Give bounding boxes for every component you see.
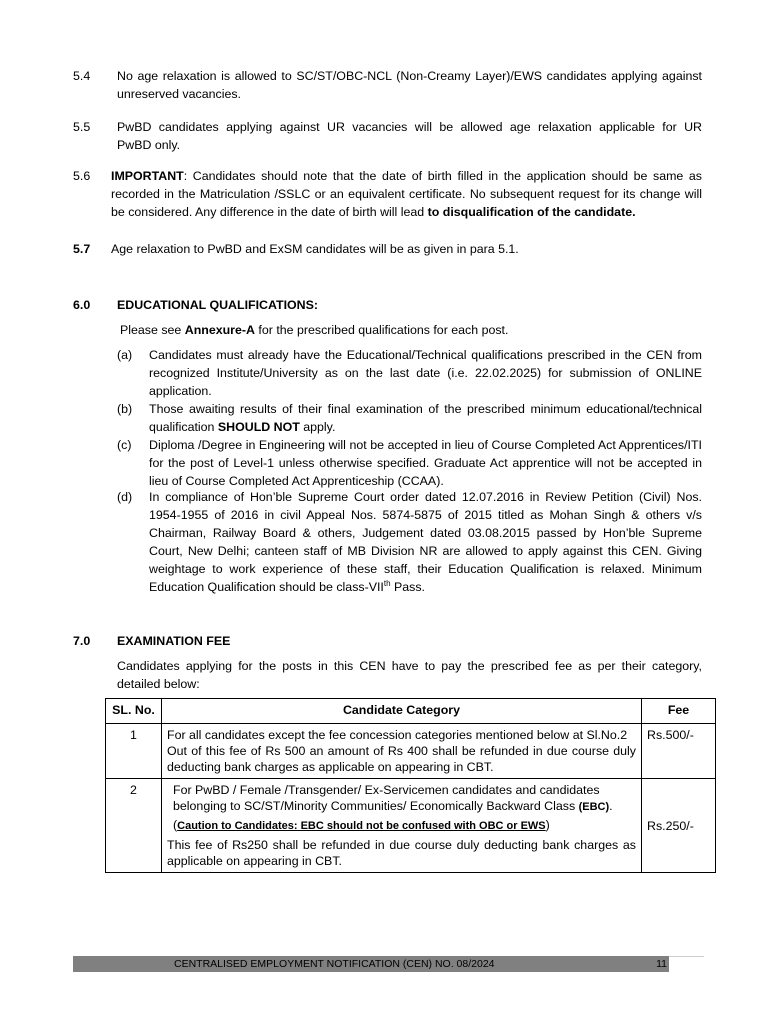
section-5-4-number: 5.4 xyxy=(73,69,91,83)
section-5-6-bold-end: to disqualification of the candidate. xyxy=(427,205,636,219)
section-6-number: 6.0 xyxy=(73,298,91,312)
section-7-heading: EXAMINATION FEE xyxy=(117,634,231,648)
section-5-4-line1: No age relaxation is allowed to SC/ST/OBC-NCL (Non-Creamy Layer)/EWS candidates applying against xyxy=(117,69,702,83)
superscript-th: th xyxy=(383,578,391,588)
table-row xyxy=(106,724,716,779)
row1-sl: 1 xyxy=(106,724,162,779)
page-footer xyxy=(73,956,669,972)
row2-caution xyxy=(167,817,636,834)
row2-line1-pre: For PwBD / Female /Transgender/ Ex-Servicemen candidates and candidates belonging to SC/ST/Minority Communities/ Economically Backward Class xyxy=(173,783,600,813)
header-fee: Fee xyxy=(642,699,716,724)
section-5-6-text xyxy=(111,167,702,221)
qual-item-a-text: Candidates must already have the Educational/Technical qualifications prescribed in the CEN from recognized Institute/University as on the last date (i.e. 22.02.2025) for submission of ONLINE application. xyxy=(149,348,702,398)
fee-table-header xyxy=(106,699,716,724)
section-6-intro xyxy=(120,321,508,339)
annexure-a-ref: Annexure-A xyxy=(184,323,255,337)
ebc-label: (EBC) xyxy=(578,801,610,813)
section-7-number: 7.0 xyxy=(73,634,91,648)
row2-line1 xyxy=(167,782,636,815)
header-candidate-category: Candidate Category xyxy=(162,699,642,724)
section-5-7-number: 5.7 xyxy=(73,242,91,256)
important-label: IMPORTANT xyxy=(111,169,184,183)
row1-fee: Rs.500/- xyxy=(642,724,716,779)
caution-close: ) xyxy=(545,818,550,832)
row2-category xyxy=(162,779,642,873)
qual-item-c-text: Diploma /Degree in Engineering will not be accepted in lieu of Course Completed Act Apprentices/ITI for the post of Level-1 unless otherwise specified. Graduate Act apprentice will not be accepted in lieu of Course Completed Act Apprenticeship (CCAA). xyxy=(149,438,702,488)
qual-item-d-text xyxy=(149,488,702,596)
qual-item-d-body: In compliance of Hon’ble Supreme Court order dated 12.07.2016 in Review Petition (Civil) Nos. 1954-1955 of 2016 in civil Appeal Nos. 5874-5875 of 2015 titled as Mohan Singh & others v/s Chairman, Railway Board & others, Judgement dated 03.08.2015 passed by Hon’ble Supreme Court, New Delhi; canteen staff of MB Division NR are allowed to apply against this CEN. Giving weightage to work experience of these staff, their Education Qualification is relaxed. Minimum Education Qualification should be class-VII xyxy=(149,490,702,594)
section-5-5-number: 5.5 xyxy=(73,120,91,134)
row1-line1: For all candidates except the fee concession categories mentioned below at Sl.No.2 xyxy=(167,728,628,742)
should-not-emphasis: SHOULD NOT xyxy=(217,420,300,434)
qual-item-d-label: (d) xyxy=(117,490,133,504)
qual-item-a-label: (a) xyxy=(117,348,133,362)
qual-item-b-label: (b) xyxy=(117,402,133,416)
section-6-heading: EDUCATIONAL QUALIFICATIONS: xyxy=(117,298,318,312)
row1-line2: Out of this fee of Rs 500 an amount of Rs 400 shall be refunded in due course duly deducting bank charges as applicable on appearing in CBT. xyxy=(167,744,636,774)
row2-fee: Rs.250/- xyxy=(642,779,716,873)
page-number: 11 xyxy=(656,958,667,970)
section-5-4-line2: unreserved vacancies. xyxy=(117,87,241,101)
qual-item-b-post: apply. xyxy=(299,420,336,434)
qual-item-b-text xyxy=(149,400,702,436)
section-5-6-body: : Candidates should note that the date of birth filled in the application should be same as recorded in the Matriculation /SSLC or an equivalent certificate. No subsequent request for its change will be considered. Any difference in the date of birth will lead xyxy=(111,169,702,219)
qual-item-d-tail: Pass. xyxy=(390,580,425,594)
row2-line1-post: . xyxy=(609,799,613,813)
section-5-7-text: Age relaxation to PwBD and ExSM candidates will be as given in para 5.1. xyxy=(111,242,519,256)
qual-item-c-label: (c) xyxy=(117,438,132,452)
caution-text: Caution to Candidates: EBC should not be confused with OBC or EWS xyxy=(177,820,546,832)
section-5-5-line1: PwBD candidates applying against UR vacancies will be allowed age relaxation applicable for UR xyxy=(117,120,702,134)
caution-open: ( xyxy=(173,818,178,832)
footer-rule xyxy=(669,956,704,957)
section-5-5-line2: PwBD only. xyxy=(117,138,181,152)
fee-table xyxy=(105,698,716,873)
qual-item-b-pre: Those awaiting results of their final examination of the prescribed minimum educational/technical qualification xyxy=(149,402,702,434)
section-5-6-number: 5.6 xyxy=(73,169,91,183)
intro-post: for the prescribed qualifications for each post. xyxy=(254,323,509,337)
footer-title: CENTRALISED EMPLOYMENT NOTIFICATION (CEN) NO. 08/2024 xyxy=(174,958,495,970)
intro-pre: Please see xyxy=(120,323,185,337)
section-7-intro: Candidates applying for the posts in this CEN have to pay the prescribed fee as per their category, detailed below: xyxy=(117,659,702,691)
row1-category xyxy=(162,724,642,779)
table-row xyxy=(106,779,716,873)
row2-sl: 2 xyxy=(106,779,162,873)
row2-line3: This fee of Rs250 shall be refunded in due course duly deducting bank charges as applicable on appearing in CBT. xyxy=(167,838,636,868)
header-sl-no: SL. No. xyxy=(106,699,162,724)
